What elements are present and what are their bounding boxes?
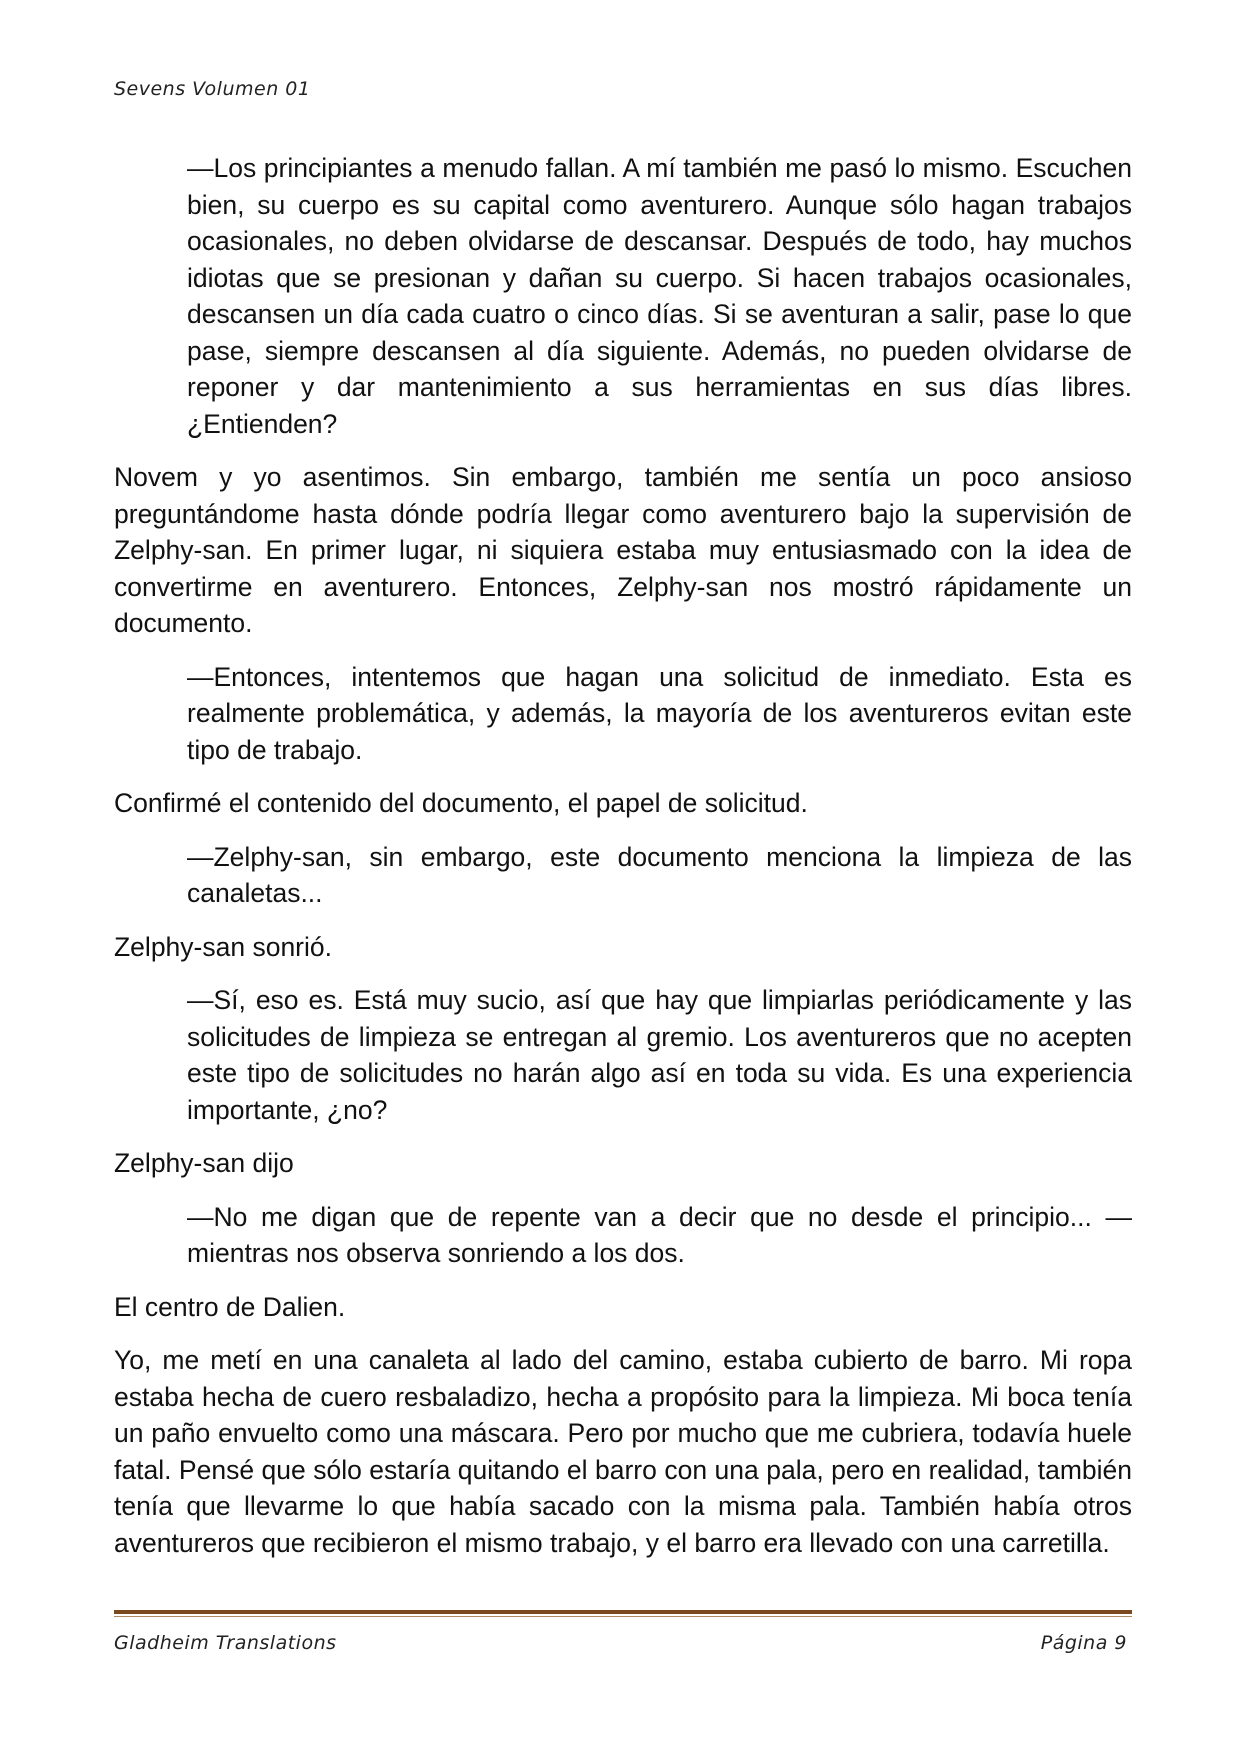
- dialog-paragraph: —Sí, eso es. Está muy sucio, así que hay que limpiarlas periódicamente y las solicitudes de limpieza se entregan al gremio. Los aventureros que no acepten este tipo de solicitudes no harán algo así en toda su vida. Es una experiencia importante, ¿no?: [187, 985, 1132, 1125]
- narration-paragraph: Yo, me metí en una canaleta al lado del camino, estaba cubierto de barro. Mi ropa estaba hecha de cuero resbaladizo, hecha a propósito para la limpieza. Mi boca tenía un paño envuelto como una máscara. Pero por mucho que me cubriera, todavía huele fatal. Pensé que sólo estaría quitando el barro con una pala, pero en realidad, también tenía que llevarme lo que había sacado con la misma pala. También había otros aventureros que recibieron el mismo trabajo, y el barro era llevado con una carretilla.: [114, 1345, 1132, 1558]
- narration-paragraph: Novem y yo asentimos. Sin embargo, también me sentía un poco ansioso preguntándome hasta dónde podría llegar como aventurero bajo la supervisión de Zelphy-san. En primer lugar, ni siquiera estaba muy entusiasmado con la idea de convertirme en aventurero. Entonces, Zelphy-san nos mostró rápidamente un documento.: [114, 462, 1132, 638]
- dialog-paragraph: —Zelphy-san, sin embargo, este documento menciona la limpieza de las canaletas...: [187, 841, 1132, 908]
- page-number: Página 9: [1040, 1632, 1127, 1654]
- narration-paragraph: El centro de Dalien.: [114, 1291, 346, 1322]
- body-text: [114, 150, 1132, 1578]
- narration-paragraph: Zelphy-san dijo: [114, 1148, 294, 1178]
- footer-divider: [114, 1610, 1132, 1614]
- footer-divider-thin: [114, 1616, 1132, 1617]
- dialog-paragraph: —No me digan que de repente van a decir que no desde el principio... —mientras nos observa sonriendo a los dos.: [187, 1201, 1132, 1268]
- dialog-paragraph: —Los principiantes a menudo fallan. A mí también me pasó lo mismo. Escuchen bien, su cuerpo es su capital como aventurero. Aunque sólo hagan trabajos ocasionales, no deben olvidarse de descansar. Después de todo, hay muchos idiotas que se presionan y dañan su cuerpo. Si hacen trabajos ocasionales, descansen un día cada cuatro o cinco días. Si se aventuran a salir, pase lo que pase, siempre descansen al día siguiente. Además, no pueden olvidarse de reponer y dar mantenimiento a sus herramientas en sus días libres. ¿Entienden?: [187, 153, 1132, 439]
- running-header: Sevens Volumen 01: [114, 78, 311, 100]
- narration-paragraph: Zelphy-san sonrió.: [114, 931, 332, 962]
- footer-credit: Gladheim Translations: [114, 1632, 337, 1654]
- dialog-paragraph: —Entonces, intentemos que hagan una solicitud de inmediato. Esta es realmente problemática, y además, la mayoría de los aventureros evitan este tipo de trabajo.: [187, 661, 1132, 765]
- narration-paragraph: Confirmé el contenido del documento, el papel de solicitud.: [114, 788, 808, 818]
